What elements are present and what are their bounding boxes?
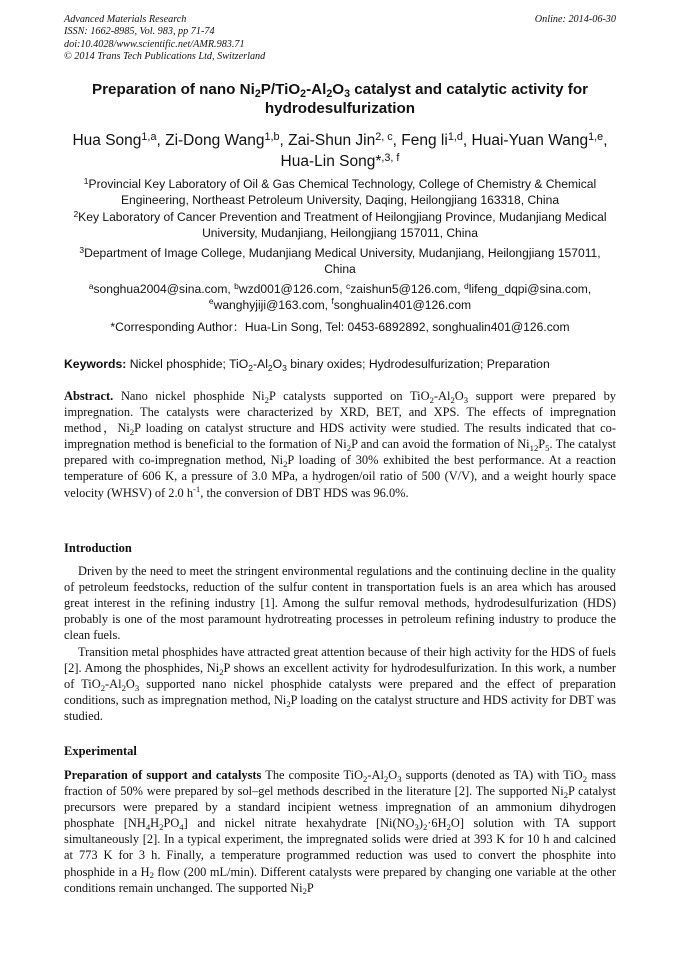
keywords: Keywords: Nickel phosphide; $TiO_2-Al_2O_3$ binary oxides; Hydrodesulfurization; Preparation	[64, 357, 550, 373]
experimental-paragraph: Preparation of support and catalysts The composite $TiO_2-Al_2O_3$ supports (denoted as TA) with TiO$_2$ mass fraction of 50% were prepared by sol–gel methods described in the literature [2]. The supported $Ni_2P$ catalyst precursors were prepared by a standard incipient wetness impregnation of an ammonium dihydrogen phosphate $[NH_4H_2PO_4]$ and nickel nitrate hexahydrate $[Ni(NO_3)_2\cdot 6H_2O]$ solution with TA support simultaneously [2]. In a typical experiment, the impregnated solids were dried at 393 K for 10 h and calcined at 773 K for 3 h. Finally, a temperature programmed reduction was used to convert the phosphite into phosphide in a $H_2$ flow (200 mL/min). Different catalysts were prepared by changing one variable at the other conditions remain unchanged. The supported $Ni_2P$	[64, 768, 617, 897]
journal-name: Advanced Materials Research	[64, 14, 187, 25]
abstract: Abstract. Nano nickel phosphide $Ni_2P$ catalysts supported on $TiO_2-Al_2O_3$ support were prepared by impregnation. The catalysts were characterized by XRD, BET, and XPS. The effects of impregnation method，$Ni_2P$ loading on catalyst structure and HDS activity were studied. The results indicated that co-impregnation method is beneficial to the formation of $Ni_2P$ and can avoid the formation of $Ni_{12}P_5$. The catalyst prepared with co-impregnation method, $Ni_2P$ loading of 30% exhibited the best performance. At a reaction temperature of 606 K, a pressure of 3.0 MPa, a hydrogen/oil ratio of 500 (V/V), and a weight hourly space velocity (WHSV) of 2.0 $h^{-1}$, the conversion of DBT HDS was 96.0%.	[64, 389, 616, 500]
affiliation-2: $^2$Key Laboratory of Cancer Prevention and Treatment of Heilongjiang Province, Mudanjiang Medical University, Mudanjiang, Heilongjiang 157011, China	[73, 208, 607, 240]
introduction-paragraph-2: Transition metal phosphides have attracted great attention because of their high activity for the HDS of fuels [2]. Among the phosphides, $Ni_2P$ shows an excellent activity for hydrodesulfurization. In this work, a number of $TiO_2-Al_2O_3$ supported nano nickel phosphide catalysts were prepared and the effect of preparation conditions, such as impregnation method, $Ni_2P$ loading on the catalyst structure and HDS activity for DBT was studied.	[64, 645, 617, 724]
copyright: © 2014 Trans Tech Publications Ltd, Switzerland	[64, 50, 266, 62]
experimental-heading: Experimental	[64, 744, 137, 758]
author-list: Hua Song$^{1,a}$, Zi-Dong Wang$^{1,b}$, Zai-Shun Jin$^{2, c}$, Feng li$^{1,d}$, Huai-Yuan Wang$^{1,e}$, Hua-Lin Song*$^{,3, f}$	[72, 130, 608, 170]
online-date: Online: 2014-06-30	[534, 14, 616, 25]
email-list: $^a$songhua2004@sina.com, $^b$wzd001@126.com, $^c$zaishun5@126.com, $^d$lifeng_dqpi@sina.com, $^e$wanghyjiji@163.com, $^f$songhualin401@126.com	[88, 280, 592, 312]
journal-header	[64, 14, 616, 63]
corresponding-author: *Corresponding Author：Hua-Lin Song, Tel: 0453-6892892, songhualin401@126.com	[110, 320, 570, 334]
affiliation-1: $^1$Provincial Key Laboratory of Oil & Gas Chemical Technology, College of Chemistry & Chemical Engineering, Northeast Petroleum University, Daqing, Heilongjiang 163318, China	[83, 175, 597, 207]
introduction-paragraph-1: Driven by the need to meet the stringent environmental regulations and the continuing decline in the quality of petroleum feedstocks, reduction of the sulfur content in transportation fuels is an area which has aroused great interest in the refining industry [1]. Among the sulfur removal methods, hydrodesulfurization (HDS) probably is one of the most paramount hydrotreating processes in petroleum refining industry to produce the clean fuels.	[64, 564, 616, 643]
paper-title: Preparation of nano $Ni_2P/TiO_2-Al_2O_3$ catalyst and catalytic activity for hydrodesulfurization	[91, 81, 589, 117]
introduction-heading: Introduction	[64, 541, 132, 555]
issn: ISSN: 1662-8985, Vol. 983, pp 71-74	[64, 26, 215, 38]
doi: doi:10.4028/www.scientific.net/AMR.983.71	[64, 38, 245, 50]
affiliation-3: $^3$Department of Image College, Mudanjiang Medical University, Mudanjiang, Heilongjiang 157011, China	[79, 244, 601, 276]
